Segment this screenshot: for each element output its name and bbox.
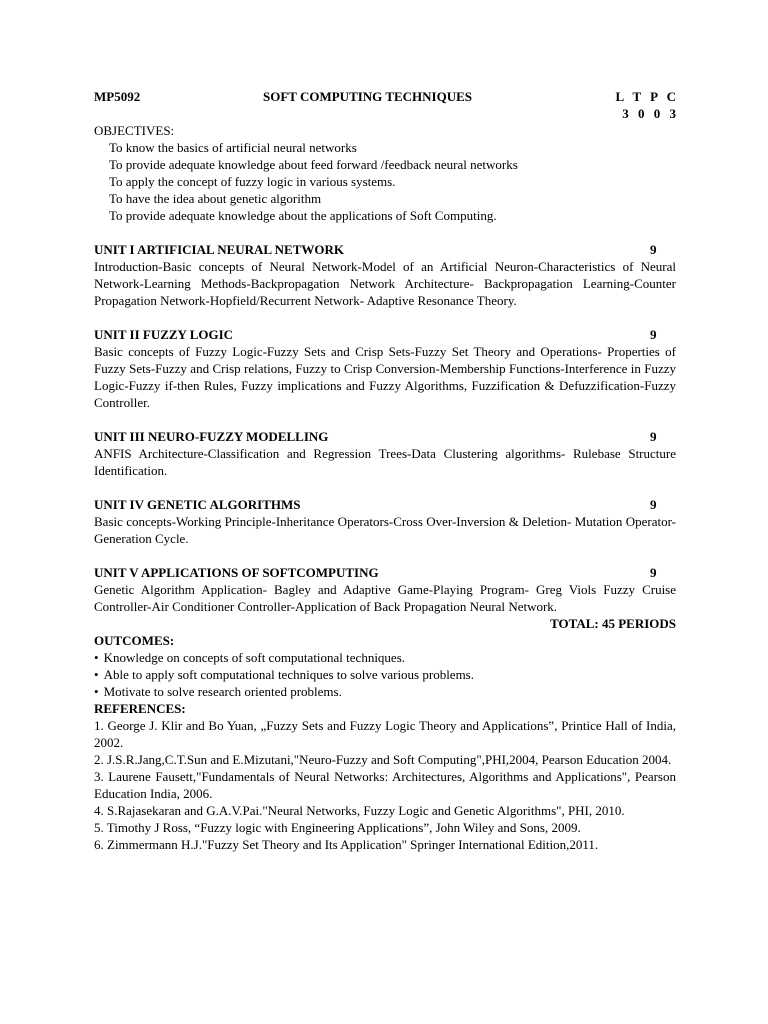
unit-content-line: Basic concepts-Working Principle-Inheritance Operators-Cross Over-Inversion & Deletion- — [94, 514, 572, 529]
unit-content — [94, 445, 676, 479]
unit-title: UNIT I ARTIFICIAL NEURAL NETWORK — [94, 242, 344, 257]
syllabus-page — [94, 88, 679, 853]
reference-item: 2. J.S.R.Jang,C.T.Sun and E.Mizutani,"Neuro-Fuzzy and Soft Computing",PHI,2004, Pearson Education 2004. — [94, 752, 672, 767]
objectives-list — [94, 139, 676, 224]
outcome-item: • Knowledge on concepts of soft computational techniques. — [94, 649, 676, 666]
unit-heading — [94, 326, 676, 343]
unit-4 — [94, 496, 676, 547]
objective-item: To provide adequate knowledge about the applications of Soft Computing. — [109, 208, 497, 223]
objectives-section — [94, 122, 676, 224]
unit-5 — [94, 564, 676, 615]
references-list — [94, 717, 676, 853]
reference-item: 3. Laurene Fausett,"Fundamentals of Neural Networks: Architectures, Algorithms and Applications", Pearson Education India, 2006. — [94, 769, 676, 801]
outcomes-list — [94, 649, 676, 700]
unit-content — [94, 343, 676, 411]
unit-content-line: Algorithms, Fuzzification & Defuzzification-Fuzzy Controller. — [94, 378, 676, 410]
unit-2 — [94, 326, 676, 411]
ltpc-values: 3 0 0 3 — [622, 106, 679, 121]
unit-content-line: Basic concepts of Fuzzy Logic-Fuzzy Sets and Crisp Sets-Fuzzy Set Theory and Operations- — [94, 344, 602, 359]
unit-content-line: Functions-Interference in Fuzzy Logic-Fuzzy if-then Rules, Fuzzy implications and Fuzzy — [94, 361, 677, 393]
unit-title: UNIT II FUZZY LOGIC — [94, 327, 234, 342]
course-header — [94, 88, 679, 122]
unit-hours: 9 — [650, 327, 657, 342]
unit-content — [94, 513, 676, 547]
objective-item: To provide adequate knowledge about feed forward /feedback neural networks — [109, 157, 518, 172]
unit-heading — [94, 564, 676, 581]
unit-content-line: ANFIS Architecture-Classification and Regression Trees-Data Clustering algorithms- — [94, 446, 566, 461]
objective-item: To have the idea about genetic algorithm — [109, 191, 322, 206]
unit-content-line: Properties of Fuzzy Sets-Fuzzy and Crisp relations, Fuzzy to Crisp Conversion-Membership — [94, 344, 677, 376]
reference-item: 1. George J. Klir and Bo Yuan, „Fuzzy Sets and Fuzzy Logic Theory and Applications‟, Printice Hall of India, 2002. — [94, 718, 676, 750]
unit-heading — [94, 428, 676, 445]
objective-item: To know the basics of artificial neural networks — [109, 140, 357, 155]
unit-content-line: Mutation Operator-Generation Cycle. — [94, 514, 677, 546]
unit-3 — [94, 428, 676, 479]
objectives-heading: OBJECTIVES: — [94, 123, 175, 138]
unit-content-line: Backpropagation Learning-Counter Propagation Network-Hopfield/Recurrent Network- — [94, 276, 676, 308]
unit-title: UNIT III NEURO-FUZZY MODELLING — [94, 429, 329, 444]
outcome-item: • Motivate to solve research oriented problems. — [94, 683, 676, 700]
reference-item: 5. Timothy J Ross, “Fuzzy logic with Engineering Applications”, John Wiley and Sons, 2009. — [94, 820, 581, 835]
unit-hours: 9 — [650, 429, 657, 444]
unit-heading — [94, 241, 676, 258]
references-heading: REFERENCES: — [94, 701, 186, 716]
unit-heading — [94, 496, 676, 513]
unit-hours: 9 — [650, 497, 657, 512]
unit-content-line: Adaptive Resonance Theory. — [366, 293, 517, 308]
reference-item: 6. Zimmermann H.J."Fuzzy Set Theory and Its Application" Springer International Edition,2011. — [94, 837, 599, 852]
unit-title: UNIT IV GENETIC ALGORITHMS — [94, 497, 301, 512]
unit-content — [94, 258, 676, 309]
course-title: SOFT COMPUTING TECHNIQUES — [263, 89, 473, 104]
unit-content-line: Network. — [508, 599, 558, 614]
unit-content-line: Rulebase Structure Identification. — [94, 446, 676, 478]
unit-content-line: Genetic Algorithm Application- Bagley and Adaptive Game-Playing Program- Greg Viols — [94, 582, 597, 597]
unit-hours: 9 — [650, 565, 657, 580]
unit-1 — [94, 241, 676, 309]
outcomes-section — [94, 632, 676, 700]
outcome-item: • Able to apply soft computational techniques to solve various problems. — [94, 666, 676, 683]
unit-title: UNIT V APPLICATIONS OF SOFTCOMPUTING — [94, 565, 379, 580]
objective-item: To apply the concept of fuzzy logic in various systems. — [109, 174, 396, 189]
unit-content — [94, 581, 676, 615]
reference-item: 4. S.Rajasekaran and G.A.V.Pai."Neural Networks, Fuzzy Logic and Genetic Algorithms", PHI, 2010. — [94, 803, 625, 818]
course-code: MP5092 — [94, 89, 141, 104]
references-section — [94, 700, 676, 853]
unit-content-line: of Neural Network-Learning Methods-Backpropagation Network Architecture- — [94, 259, 677, 291]
unit-content-line: Introduction-Basic concepts of Neural Network-Model of an Artificial Neuron-Characteristics — [94, 259, 616, 274]
total-periods: TOTAL: 45 PERIODS — [550, 616, 676, 631]
ltpc-label: L T P C — [615, 89, 679, 104]
unit-hours: 9 — [650, 242, 657, 257]
unit-content-line: Fuzzy Cruise Controller-Air Conditioner Controller-Application of Back Propagation Neural — [94, 582, 677, 614]
outcomes-heading: OUTCOMES: — [94, 633, 175, 648]
